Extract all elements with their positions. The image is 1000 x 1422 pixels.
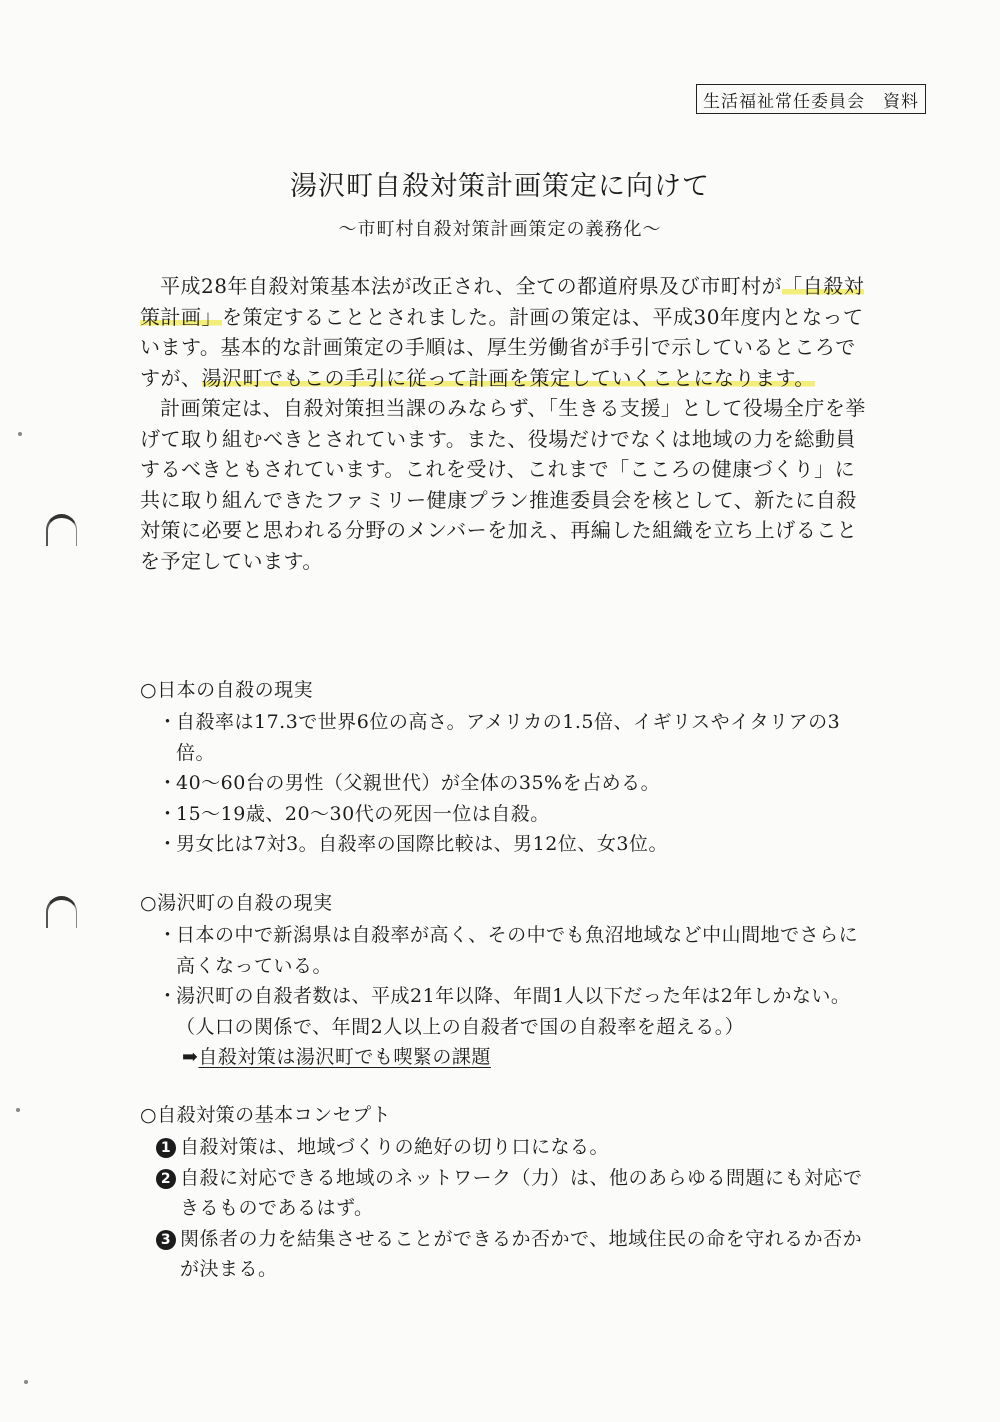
list-item-text: 自殺率は17.3で世界6位の高さ。アメリカの1.5倍、イギリスやイタリアの3倍。	[176, 711, 841, 764]
numbered-list	[140, 1132, 870, 1285]
intro-p1-a: 平成28年自殺対策基本法が改正され、全ての都道府県及び市町村が	[160, 274, 783, 298]
section-yuzawa-reality	[140, 890, 870, 1073]
section-heading: ○湯沢町の自殺の現実	[140, 892, 333, 914]
bullet-mark: ・	[158, 985, 178, 1007]
list-item	[140, 1132, 870, 1163]
intro-paragraph-1	[140, 271, 870, 393]
conclusion-text: 自殺対策は湯沢町でも喫緊の課題	[198, 1046, 491, 1068]
list-item-text: 日本の中で新潟県は自殺率が高く、その中でも魚沼地域など中山間地でさらに高くなっている。	[176, 924, 859, 977]
list-item-text: 40～60台の男性（父親世代）が全体の35%を占める。	[176, 772, 661, 794]
intro-paragraph-2: 計画策定は、自殺対策担当課のみならず、「生きる支援」として役場全庁を挙げて取り組むべきとされています。また、役場だけでなくは地域の力を総動員するべきともされています。これを受け、これまで「こころの健康づくり」に共に取り組んできたファミリー健康プラン推進委員会を核として、新たに自殺対策に必要と思われる分野のメンバーを加え、再編した組織を立ち上げることを予定しています。	[140, 396, 866, 573]
arrow-right-icon: ➡	[182, 1046, 199, 1068]
bullet-mark: ・	[158, 711, 178, 733]
bullet-mark: ・	[158, 772, 178, 794]
punch-hole-icon	[46, 514, 77, 546]
section-heading: ○自殺対策の基本コンセプト	[140, 1104, 392, 1126]
list-item	[140, 920, 870, 981]
document-stamp: 生活福祉常任委員会 資料	[696, 84, 926, 114]
list-item-text: 湯沢町の自殺者数は、平成21年以降、年間1人以下だった年は2年しかない。（人口の関係で、年間2人以上の自殺者で国の自殺率を超える。）	[176, 985, 851, 1038]
list-item	[140, 707, 870, 768]
list-item-text: 自殺対策は、地域づくりの絶好の切り口になる。	[180, 1136, 610, 1158]
list-item	[140, 768, 870, 799]
list-item-text: 自殺に対応できる地域のネットワーク（力）は、他のあらゆる問題にも対応できるものであるはず。	[180, 1166, 863, 1219]
bullet-list	[140, 920, 870, 1042]
list-item	[140, 829, 870, 860]
list-item	[140, 981, 870, 1042]
intro-p1-b: を策定することとされました。計画の策定は、平成30年度内となっています。基本的な計画策定の手順は、厚生労働省が手引で示しているところですが、	[140, 304, 864, 390]
scan-speck	[16, 1108, 20, 1112]
list-item-text: 男女比は7対3。自殺率の国際比較は、男12位、女3位。	[176, 833, 668, 855]
highlight-plan-name: 「自殺対策計画」	[140, 274, 865, 329]
bullet-mark: ・	[158, 924, 178, 946]
list-item	[140, 1163, 870, 1224]
list-item	[140, 1224, 870, 1285]
number-badge: 1	[156, 1138, 176, 1158]
number-badge: 3	[156, 1230, 176, 1250]
highlight-town-plan: 湯沢町でもこの手引に従って計画を策定していくことになります。	[201, 365, 815, 390]
section-heading: ○日本の自殺の現実	[140, 679, 314, 701]
list-item-text: 15～19歳、20～30代の死因一位は自殺。	[176, 802, 550, 825]
conclusion-line	[140, 1042, 870, 1073]
section-japan-reality	[140, 677, 870, 860]
list-item	[140, 799, 870, 830]
section-basic-concept	[140, 1102, 870, 1285]
bullet-list	[140, 707, 870, 860]
bullet-mark: ・	[158, 802, 178, 825]
scan-speck	[24, 1380, 28, 1384]
punch-hole-icon	[46, 896, 77, 928]
number-badge: 2	[156, 1169, 176, 1189]
intro-text	[140, 271, 870, 576]
page-title: 湯沢町自殺対策計画策定に向けて	[290, 171, 710, 202]
bullet-mark: ・	[158, 833, 178, 855]
page-subtitle: ～市町村自殺対策計画策定の義務化～	[338, 219, 662, 240]
list-item-text: 関係者の力を結集させることができるか否かで、地域住民の命を守れるか否かが決まる。	[180, 1227, 863, 1280]
scan-speck	[18, 432, 22, 436]
